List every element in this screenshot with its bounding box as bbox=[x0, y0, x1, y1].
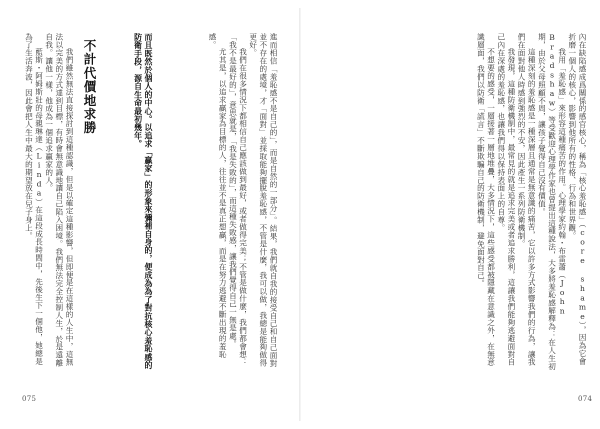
left-page bbox=[0, 0, 299, 429]
page-number: 074 bbox=[578, 395, 593, 403]
paragraph: 內在缺陷感成爲關係的感官核心，稱為「核心羞恥感」（core shame），因為它會折磨一個人的核心，影響到他所有的性格、行為和世界觀。 bbox=[567, 33, 587, 366]
paragraph: 我用「羞恥感」來形容這種痛苦的作用。心理學家約翰・布雷蕭（John Bradshaw）等受歡迎心理學作家也曾提出這種說法，大多將羞恥感解釋為：在人生初期，由於父母照顧不周，讓孩子覺得自己沒有價值。 bbox=[537, 33, 567, 371]
page-number: 075 bbox=[22, 395, 37, 403]
paragraph: 這種深刻的羞恥感是一種深層且通常是無意識的痛苦，它以許多方式影響我們的行為，讓我們在面對他人時感到強烈的不安，因此產生一系列防衛機制。 bbox=[517, 33, 537, 367]
paragraph: 不想要的感受，一層接著一層地堆疊，大多情況下，這些感受都被隱藏在意識之外，在無意識層面，我們以防衛「謊言」不斷欺騙自己的防衛機制，避免面對自己。 bbox=[476, 33, 496, 367]
right-page-body bbox=[339, 33, 587, 371]
paragraph: 進而相信「羞恥感不是自己的」，而是自然的一部分」。結果，我們就自我的接受自己和自己面對並不存在的處境，才「面對」並採取能夠擺脫羞恥感，不管是什麼，我可以做，我總是能夠做得更好。 bbox=[248, 33, 278, 368]
paragraph: 尤其是，以追求贏家為目標的人，往往並不是真正想贏，而是在努力逃避不斷出現的羞恥感。 bbox=[208, 33, 228, 359]
left-page-closing-text bbox=[16, 33, 74, 371]
paragraph: 藍斯・阿姆斯壯的母親琳達（Linda）在這段成長時間中，先後生下一個他，她總是為了生活奔波，因此會把人生中最大的期望放在兒子身上。 bbox=[24, 33, 44, 366]
right-page bbox=[301, 0, 600, 429]
paragraph: 我們在很多情況下都相信自己應該做到最好，或者做得完美；不管是做什麼，我們都會想：「我不是最好的」，意思就是，「我是失敗的」，而這種失敗感，讓我們覺得自己一無是處。 bbox=[228, 33, 248, 367]
left-page-body bbox=[158, 33, 278, 371]
section-heading: 不計代價地求勝 bbox=[82, 39, 97, 135]
paragraph: 我們雖然無法直接探討到這種認識，但是以確定這種影響，但即便是在這樣的人生中，這無法以完美的方式達到目標，有時會無意識地讓自己陷入困境。我們無法完全控制人生，於是遠離自我。讓他一樣，他成為一個追求贏家的人。 bbox=[44, 33, 74, 367]
paragraph: 我發現，這種防衛機制中，最常見的就是追求完美或者追求勝利，這讓我們能夠逃避面對自己內在深處的羞恥感，也讓我們得以保持表面上的自尊。 bbox=[496, 33, 516, 367]
highlight-quote: 而且既然於個人的中心。以追求「贏家」的形象來彌補自身的，便成為為了對抗核心羞恥感的防衛手段，源自生命最初幾年。 bbox=[133, 33, 153, 370]
